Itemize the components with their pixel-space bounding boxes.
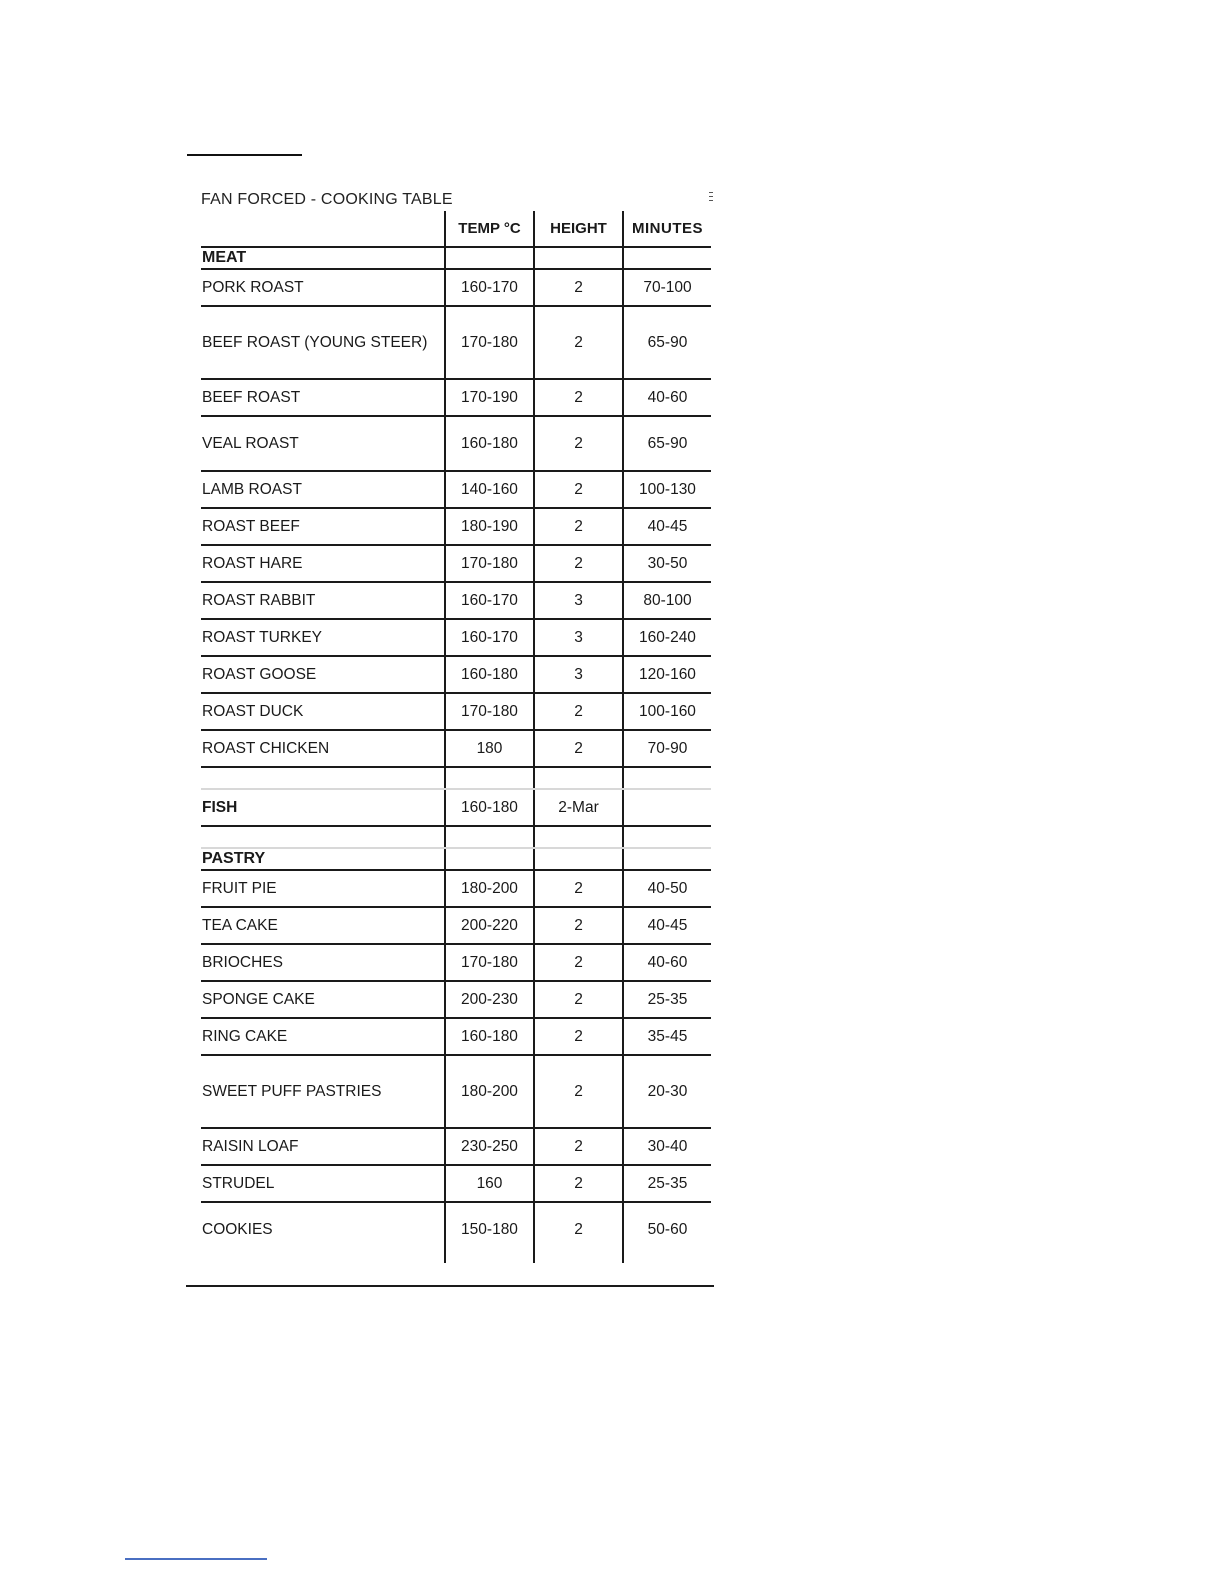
table-row	[201, 619, 711, 656]
header-row	[201, 211, 711, 247]
cell-height: 2	[534, 907, 623, 944]
cell-height: 2	[534, 1165, 623, 1202]
cell-height	[534, 767, 623, 789]
empty-cell	[534, 247, 623, 269]
cell-temp: 170-180	[445, 693, 534, 730]
table-row	[201, 1165, 711, 1202]
cell-minutes: 40-45	[623, 907, 711, 944]
cell-minutes: 80-100	[623, 582, 711, 619]
empty-cell	[623, 848, 711, 870]
empty-cell	[445, 247, 534, 269]
table-row	[201, 981, 711, 1018]
cell-temp: 160	[445, 1165, 534, 1202]
table-row	[201, 379, 711, 416]
cell-temp: 180-190	[445, 508, 534, 545]
cell-minutes: 100-160	[623, 693, 711, 730]
cell-height: 3	[534, 656, 623, 693]
cell-item: VEAL ROAST	[201, 416, 445, 471]
cell-temp: 150-180	[445, 1202, 534, 1257]
cell-temp: 160-180	[445, 656, 534, 693]
header-cell-height: HEIGHT	[534, 211, 623, 247]
table-row	[201, 1018, 711, 1055]
cell-item: COOKIES	[202, 1221, 273, 1238]
cell-item	[201, 826, 445, 848]
cell-height: 2	[534, 471, 623, 508]
table-row	[201, 269, 711, 306]
cell-item: FRUIT PIE	[201, 870, 445, 907]
cell-item: ROAST CHICKEN	[201, 730, 445, 767]
spacer-row	[201, 826, 711, 848]
empty-cell	[534, 1257, 623, 1263]
cell-item: RAISIN LOAF	[201, 1128, 445, 1165]
table-row	[201, 1128, 711, 1165]
cell-item: ROAST DUCK	[201, 693, 445, 730]
cell-minutes: 30-40	[623, 1128, 711, 1165]
cell-item: LAMB ROAST	[201, 471, 445, 508]
cell-height: 2	[534, 1202, 623, 1257]
section-row-meat	[201, 247, 711, 269]
cell-temp: 160-180	[445, 789, 534, 826]
cell-temp: 230-250	[445, 1128, 534, 1165]
table-row	[201, 1202, 711, 1257]
cell-item: ROAST GOOSE	[201, 656, 445, 693]
cell-minutes: 100-130	[623, 471, 711, 508]
cell-temp: 160-170	[445, 582, 534, 619]
table-row	[201, 471, 711, 508]
tail-row	[201, 1257, 711, 1263]
cell-minutes: 65-90	[623, 306, 711, 379]
header-cell-item	[201, 211, 445, 247]
cell-height: 2	[534, 981, 623, 1018]
cell-item: RING CAKE	[201, 1018, 445, 1055]
cell-minutes: 70-100	[623, 269, 711, 306]
cell-height: 2	[534, 306, 623, 379]
cell-item: BRIOCHES	[201, 944, 445, 981]
table-row	[201, 508, 711, 545]
cell-minutes: 70-90	[623, 730, 711, 767]
cell-minutes: 40-50	[623, 870, 711, 907]
table-row	[201, 730, 711, 767]
table-row	[201, 306, 711, 379]
cell-height: 3	[534, 619, 623, 656]
empty-cell	[623, 247, 711, 269]
cell-temp: 170-180	[445, 306, 534, 379]
header-cell-minutes: MINUTES	[623, 211, 711, 247]
cell-minutes: 50-60	[623, 1202, 711, 1257]
footnote-rule	[125, 1558, 267, 1560]
cell-height	[534, 826, 623, 848]
section-label-meat: MEAT	[201, 247, 445, 269]
cooking-table-image	[186, 186, 716, 1288]
cell-temp: 160-170	[445, 619, 534, 656]
empty-cell	[445, 1257, 534, 1263]
cell-height: 2	[534, 1018, 623, 1055]
cell-minutes	[623, 789, 711, 826]
cell-item: FISH	[201, 789, 445, 826]
cell-temp: 140-160	[445, 471, 534, 508]
cooking-table-body	[201, 211, 711, 1263]
table-row	[201, 870, 711, 907]
cell-item: TEA CAKE	[201, 907, 445, 944]
cell-temp: 170-190	[445, 379, 534, 416]
top-rule	[187, 154, 302, 156]
cell-minutes: 120-160	[623, 656, 711, 693]
cell-temp: 200-230	[445, 981, 534, 1018]
cell-minutes: 30-50	[623, 545, 711, 582]
cell-item: BEEF ROAST (YOUNG STEER)	[201, 306, 445, 379]
table-row	[201, 907, 711, 944]
cell-item: STRUDEL	[201, 1165, 445, 1202]
edge-mark	[709, 196, 713, 197]
table-bottom-rule	[186, 1285, 714, 1287]
cell-minutes	[623, 826, 711, 848]
section-label: PASTRY	[201, 848, 445, 870]
cell-height: 2	[534, 508, 623, 545]
cell-item: ROAST RABBIT	[201, 582, 445, 619]
table-row	[201, 693, 711, 730]
cell-temp	[445, 767, 534, 789]
cell-item: ROAST TURKEY	[201, 619, 445, 656]
table-title: FAN FORCED - COOKING TABLE	[201, 191, 453, 208]
cell-temp: 180-200	[445, 870, 534, 907]
cell-item: PORK ROAST	[201, 269, 445, 306]
cell-item: SWEET PUFF PASTRIES	[201, 1055, 445, 1128]
cell-temp: 180-200	[445, 1055, 534, 1128]
cell-height: 2	[534, 1055, 623, 1128]
cell-temp: 160-180	[445, 416, 534, 471]
cell-minutes: 40-60	[623, 944, 711, 981]
cell-temp	[445, 826, 534, 848]
cell-temp: 170-180	[445, 545, 534, 582]
cell-temp: 200-220	[445, 907, 534, 944]
table-row	[201, 944, 711, 981]
cell-temp: 160-170	[445, 269, 534, 306]
cell-minutes: 40-45	[623, 508, 711, 545]
cell-item: ROAST BEEF	[201, 508, 445, 545]
cell-item	[201, 767, 445, 789]
cell-height: 2	[534, 545, 623, 582]
table-row	[201, 582, 711, 619]
table-row	[201, 1055, 711, 1128]
cell-temp: 160-180	[445, 1018, 534, 1055]
cell-minutes: 65-90	[623, 416, 711, 471]
header-cell-temp: TEMP °C	[445, 211, 534, 247]
cell-height: 2-Mar	[534, 789, 623, 826]
table-row	[201, 545, 711, 582]
cell-height: 2	[534, 693, 623, 730]
cell-minutes: 160-240	[623, 619, 711, 656]
cell-minutes: 35-45	[623, 1018, 711, 1055]
section-row-pastry	[201, 848, 711, 870]
cell-item: ROAST HARE	[201, 545, 445, 582]
empty-cell	[445, 848, 534, 870]
empty-cell	[623, 1257, 711, 1263]
edge-mark	[709, 192, 713, 193]
cell-height: 2	[534, 1128, 623, 1165]
cell-temp: 180	[445, 730, 534, 767]
cooking-table	[201, 211, 711, 1263]
cell-height: 2	[534, 944, 623, 981]
edge-mark	[709, 200, 713, 201]
spacer-row	[201, 767, 711, 789]
table-row	[201, 656, 711, 693]
cell-item: SPONGE CAKE	[201, 981, 445, 1018]
cell-minutes: 20-30	[623, 1055, 711, 1128]
empty-cell	[534, 848, 623, 870]
table-row	[201, 416, 711, 471]
cell-height: 2	[534, 730, 623, 767]
cell-height: 2	[534, 416, 623, 471]
cell-item: BEEF ROAST	[201, 379, 445, 416]
cell-height: 2	[534, 870, 623, 907]
cell-minutes: 25-35	[623, 981, 711, 1018]
cell-height: 2	[534, 379, 623, 416]
cell-temp: 170-180	[445, 944, 534, 981]
table-row-fish	[201, 789, 711, 826]
cell-height: 2	[534, 269, 623, 306]
cell-minutes	[623, 767, 711, 789]
cell-height: 3	[534, 582, 623, 619]
cell-minutes: 40-60	[623, 379, 711, 416]
empty-cell	[201, 1257, 445, 1263]
cell-minutes: 25-35	[623, 1165, 711, 1202]
